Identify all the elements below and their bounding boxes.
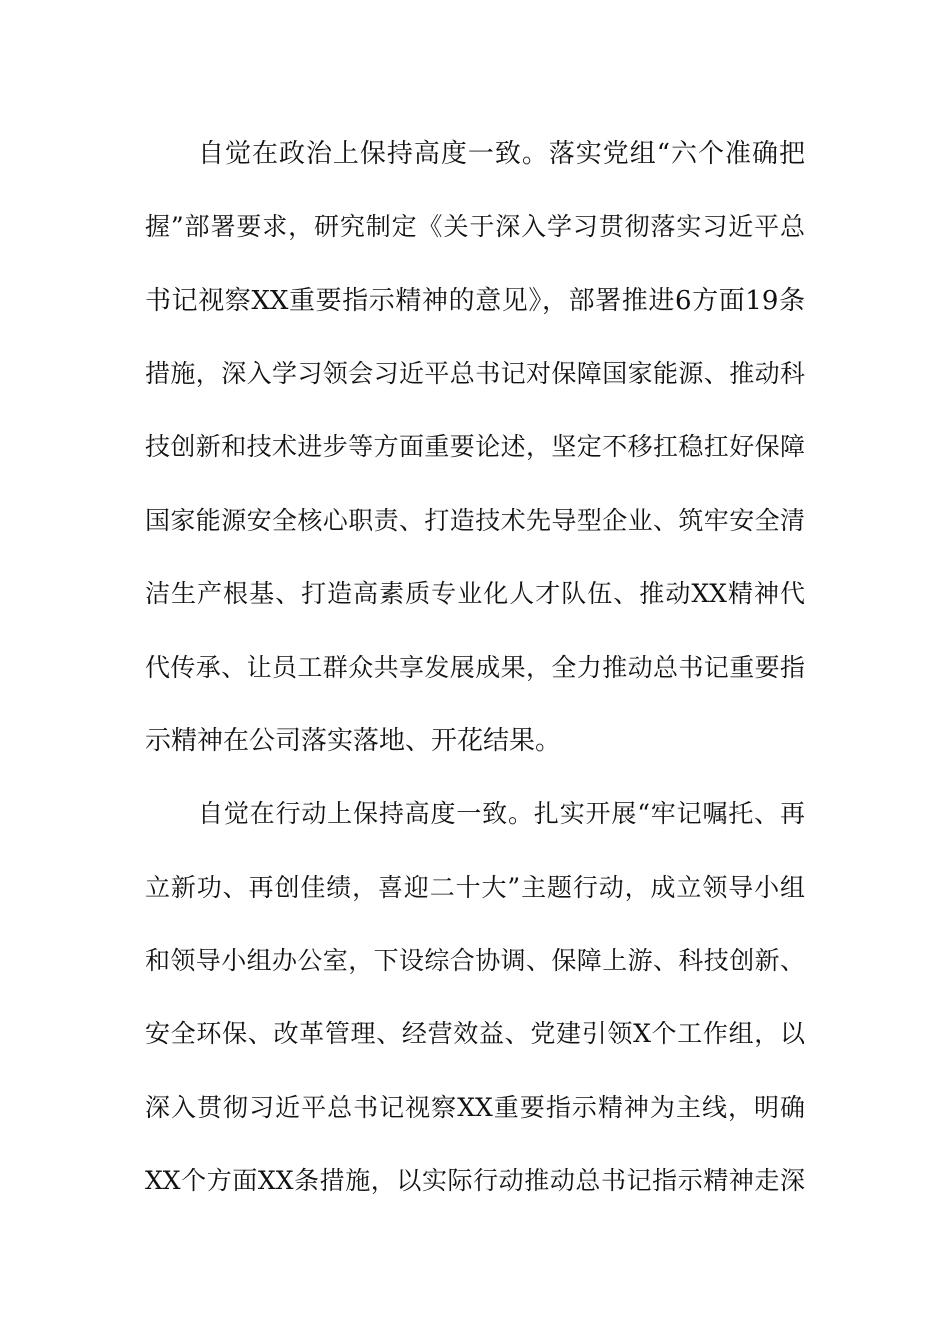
paragraph-1-line-1: 自觉在政治上保持高度一致。落实党组“六个准确把 xyxy=(198,139,805,169)
paragraph-1-line-7: 洁生产根基、打造高素质专业化人才队伍、推动XX精神代 xyxy=(145,579,805,608)
paragraph-1-line-6: 国家能源安全核心职责、打造技术先导型企业、筑牢安全清 xyxy=(145,506,805,535)
paragraph-2-line-6: XX个方面XX条措施，以实际行动推动总书记指示精神走深 xyxy=(145,1166,805,1195)
paragraph-2-line-2: 立新功、再创佳绩，喜迎二十大”主题行动，成立领导小组 xyxy=(145,873,805,902)
paragraph-1-line-5: 技创新和技术进步等方面重要论述，坚定不移扛稳扛好保障 xyxy=(145,432,805,461)
paragraph-2-line-5: 深入贯彻习近平总书记视察XX重要指示精神为主线，明确 xyxy=(145,1093,805,1122)
paragraph-1-line-2: 握”部署要求，研究制定《关于深入学习贯彻落实习近平总 xyxy=(145,212,805,241)
paragraph-2-line-3: 和领导小组办公室，下设综合协调、保障上游、科技创新、 xyxy=(145,946,805,975)
paragraph-1-line-9: 示精神在公司落实落地、开花结果。 xyxy=(145,726,562,756)
paragraph-1-line-4: 措施，深入学习领会习近平总书记对保障国家能源、推动科 xyxy=(145,359,805,388)
paragraph-1-line-8: 代传承、让员工群众共享发展成果，全力推动总书记重要指 xyxy=(145,653,805,682)
paragraph-2-line-4: 安全环保、改革管理、经营效益、党建引领X个工作组，以 xyxy=(145,1019,805,1048)
paragraph-1-line-3: 书记视察XX重要指示精神的意见》，部署推进6方面19条 xyxy=(145,286,805,316)
paragraph-2-line-1: 自觉在行动上保持高度一致。扎实开展“牢记嘱托、再 xyxy=(198,799,805,828)
